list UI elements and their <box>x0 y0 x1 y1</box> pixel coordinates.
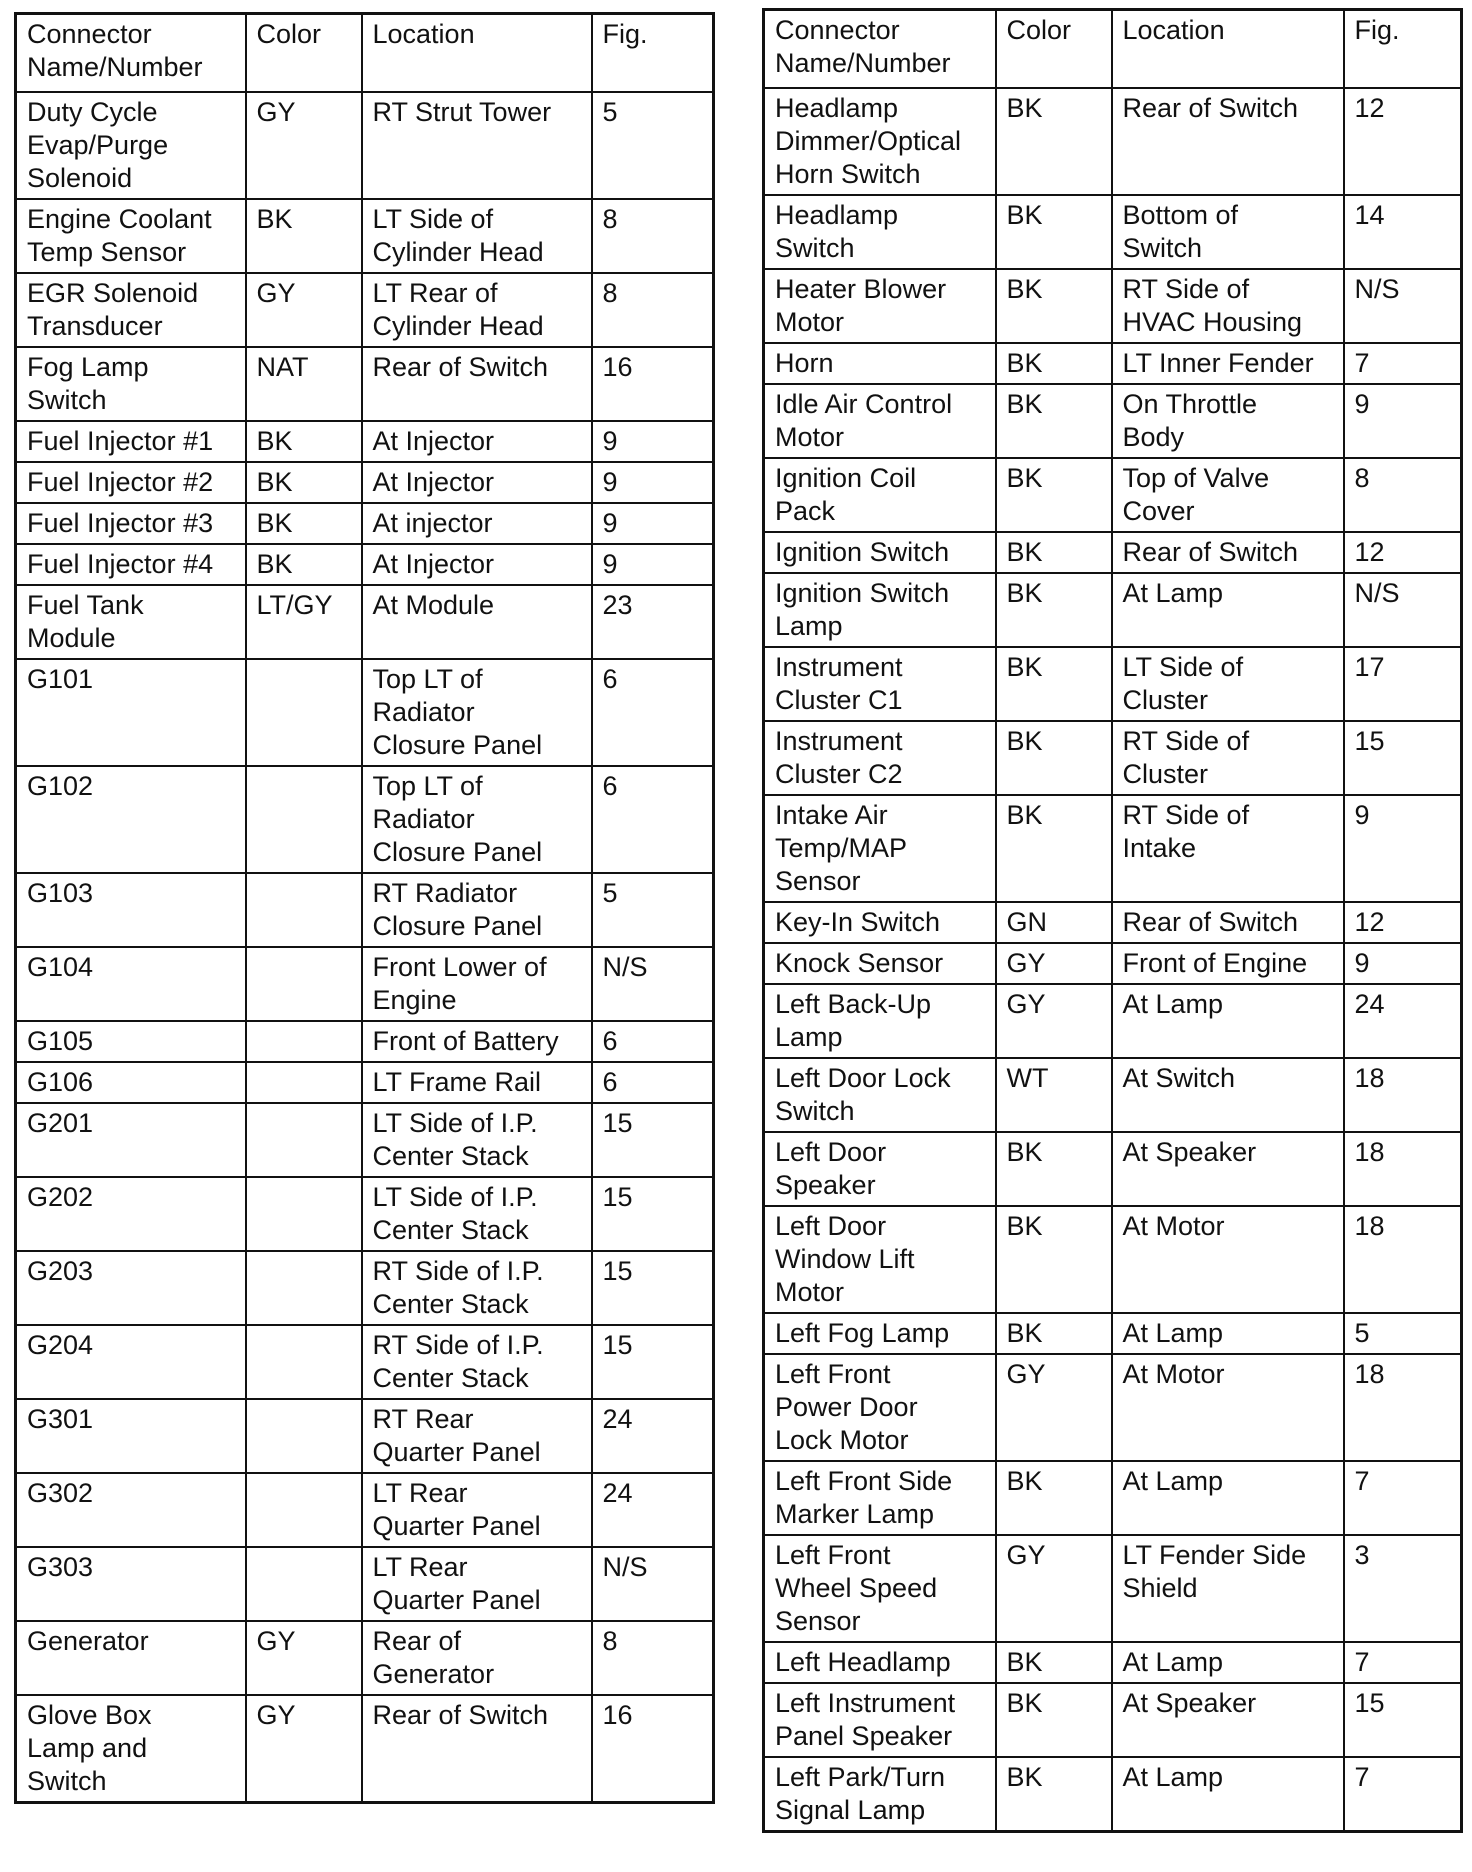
table-row <box>764 795 1462 902</box>
table-row <box>16 421 714 462</box>
color-cell: BK <box>996 795 1112 902</box>
fig-cell: 7 <box>1344 1642 1462 1683</box>
color-cell <box>246 1062 362 1103</box>
table-row <box>764 1313 1462 1354</box>
connector-name-cell: Fuel Injector #4 <box>16 544 246 585</box>
header-name: Connector Name/Number <box>16 14 246 92</box>
location-cell: Rear of Switch <box>362 347 592 421</box>
connector-name-cell: Left Instrument Panel Speaker <box>764 1683 996 1757</box>
connector-name-cell: Glove Box Lamp and Switch <box>16 1695 246 1803</box>
fig-cell: 9 <box>592 462 714 503</box>
table-row <box>16 947 714 1021</box>
fig-cell: 9 <box>1344 943 1462 984</box>
fig-cell: 9 <box>1344 384 1462 458</box>
color-cell <box>246 1325 362 1399</box>
fig-cell: 23 <box>592 585 714 659</box>
connector-name-cell: Engine Coolant Temp Sensor <box>16 199 246 273</box>
connector-name-cell: Left Park/Turn Signal Lamp <box>764 1757 996 1832</box>
fig-cell: 7 <box>1344 1461 1462 1535</box>
color-cell: BK <box>246 462 362 503</box>
color-cell: WT <box>996 1058 1112 1132</box>
location-cell: At Motor <box>1112 1206 1344 1313</box>
left-connector-table <box>14 12 715 1804</box>
fig-cell: 9 <box>592 421 714 462</box>
connector-name-cell: Intake Air Temp/MAP Sensor <box>764 795 996 902</box>
fig-cell: 5 <box>1344 1313 1462 1354</box>
table-header-row <box>764 10 1462 88</box>
location-cell: LT Rear Quarter Panel <box>362 1473 592 1547</box>
connector-name-cell: Left Door Window Lift Motor <box>764 1206 996 1313</box>
fig-cell: 18 <box>1344 1058 1462 1132</box>
table-row <box>764 721 1462 795</box>
table-row <box>764 984 1462 1058</box>
table-row <box>16 462 714 503</box>
fig-cell: 8 <box>592 273 714 347</box>
location-cell: At injector <box>362 503 592 544</box>
connector-name-cell: Key-In Switch <box>764 902 996 943</box>
color-cell: BK <box>996 1132 1112 1206</box>
location-cell: At Lamp <box>1112 1461 1344 1535</box>
location-cell: At Lamp <box>1112 1757 1344 1832</box>
right-connector-table <box>762 8 1463 1833</box>
color-cell: GY <box>996 943 1112 984</box>
color-cell: GN <box>996 902 1112 943</box>
color-cell: BK <box>996 1206 1112 1313</box>
connector-name-cell: G202 <box>16 1177 246 1251</box>
table-row <box>764 647 1462 721</box>
connector-name-cell: G302 <box>16 1473 246 1547</box>
connector-name-cell: Headlamp Switch <box>764 195 996 269</box>
fig-cell: 24 <box>592 1399 714 1473</box>
connector-name-cell: Left Door Speaker <box>764 1132 996 1206</box>
fig-cell: 24 <box>1344 984 1462 1058</box>
location-cell: At Motor <box>1112 1354 1344 1461</box>
connector-name-cell: Fuel Injector #1 <box>16 421 246 462</box>
connector-name-cell: Ignition Coil Pack <box>764 458 996 532</box>
location-cell: On Throttle Body <box>1112 384 1344 458</box>
color-cell: NAT <box>246 347 362 421</box>
color-cell: GY <box>246 1621 362 1695</box>
color-cell <box>246 1251 362 1325</box>
connector-name-cell: Fog Lamp Switch <box>16 347 246 421</box>
connector-name-cell: Knock Sensor <box>764 943 996 984</box>
fig-cell: 6 <box>592 659 714 766</box>
table-row <box>16 1325 714 1399</box>
header-color: Color <box>246 14 362 92</box>
location-cell: Rear of Generator <box>362 1621 592 1695</box>
fig-cell: 15 <box>1344 1683 1462 1757</box>
color-cell: GY <box>996 984 1112 1058</box>
location-cell: At Injector <box>362 544 592 585</box>
color-cell: BK <box>996 721 1112 795</box>
left-table-body <box>16 92 714 1803</box>
color-cell: BK <box>996 532 1112 573</box>
table-row <box>16 585 714 659</box>
table-row <box>16 1695 714 1803</box>
location-cell: At Lamp <box>1112 1642 1344 1683</box>
fig-cell: 15 <box>1344 721 1462 795</box>
color-cell: BK <box>996 647 1112 721</box>
color-cell: BK <box>246 503 362 544</box>
location-cell: LT Side of I.P. Center Stack <box>362 1103 592 1177</box>
color-cell <box>246 1021 362 1062</box>
color-cell: BK <box>996 1757 1112 1832</box>
connector-name-cell: Left Front Wheel Speed Sensor <box>764 1535 996 1642</box>
fig-cell: 16 <box>592 347 714 421</box>
table-row <box>16 1103 714 1177</box>
color-cell: BK <box>996 458 1112 532</box>
connector-name-cell: Left Headlamp <box>764 1642 996 1683</box>
color-cell: BK <box>996 1642 1112 1683</box>
fig-cell: 17 <box>1344 647 1462 721</box>
fig-cell: 12 <box>1344 88 1462 195</box>
color-cell: BK <box>246 199 362 273</box>
color-cell: GY <box>246 92 362 199</box>
color-cell <box>246 1103 362 1177</box>
table-row <box>16 1399 714 1473</box>
fig-cell: 24 <box>592 1473 714 1547</box>
location-cell: LT Fender Side Shield <box>1112 1535 1344 1642</box>
connector-name-cell: G303 <box>16 1547 246 1621</box>
color-cell <box>246 1177 362 1251</box>
connector-name-cell: Heater Blower Motor <box>764 269 996 343</box>
fig-cell: 7 <box>1344 343 1462 384</box>
location-cell: Rear of Switch <box>1112 88 1344 195</box>
connector-name-cell: Idle Air Control Motor <box>764 384 996 458</box>
connector-name-cell: Left Door Lock Switch <box>764 1058 996 1132</box>
fig-cell: 5 <box>592 92 714 199</box>
connector-name-cell: Instrument Cluster C1 <box>764 647 996 721</box>
table-row <box>764 1642 1462 1683</box>
color-cell <box>246 1399 362 1473</box>
table-row <box>16 92 714 199</box>
table-row <box>764 573 1462 647</box>
table-row <box>764 1683 1462 1757</box>
color-cell <box>246 873 362 947</box>
connector-name-cell: Left Front Power Door Lock Motor <box>764 1354 996 1461</box>
connector-name-cell: G203 <box>16 1251 246 1325</box>
table-row <box>764 269 1462 343</box>
fig-cell: 6 <box>592 1062 714 1103</box>
connector-name-cell: G101 <box>16 659 246 766</box>
color-cell: BK <box>996 1461 1112 1535</box>
connector-name-cell: Instrument Cluster C2 <box>764 721 996 795</box>
fig-cell: 12 <box>1344 532 1462 573</box>
fig-cell: 15 <box>592 1325 714 1399</box>
fig-cell: 18 <box>1344 1206 1462 1313</box>
connector-name-cell: G201 <box>16 1103 246 1177</box>
connector-name-cell: Ignition Switch <box>764 532 996 573</box>
fig-cell: N/S <box>1344 269 1462 343</box>
color-cell: GY <box>996 1535 1112 1642</box>
location-cell: Front of Engine <box>1112 943 1344 984</box>
table-row <box>16 503 714 544</box>
table-row <box>764 902 1462 943</box>
table-row <box>764 343 1462 384</box>
color-cell: BK <box>996 1313 1112 1354</box>
color-cell: BK <box>996 269 1112 343</box>
table-row <box>764 88 1462 195</box>
header-fig: Fig. <box>592 14 714 92</box>
fig-cell: 9 <box>1344 795 1462 902</box>
table-row <box>764 384 1462 458</box>
connector-name-cell: Horn <box>764 343 996 384</box>
connector-name-cell: G106 <box>16 1062 246 1103</box>
table-row <box>764 1461 1462 1535</box>
table-row <box>764 1132 1462 1206</box>
location-cell: At Switch <box>1112 1058 1344 1132</box>
color-cell: BK <box>996 343 1112 384</box>
header-fig: Fig. <box>1344 10 1462 88</box>
color-cell: BK <box>246 544 362 585</box>
color-cell: BK <box>996 384 1112 458</box>
location-cell: RT Side of HVAC Housing <box>1112 269 1344 343</box>
table-row <box>16 1251 714 1325</box>
color-cell: GY <box>246 1695 362 1803</box>
location-cell: At Lamp <box>1112 573 1344 647</box>
fig-cell: 14 <box>1344 195 1462 269</box>
connector-name-cell: Left Fog Lamp <box>764 1313 996 1354</box>
table-row <box>16 199 714 273</box>
location-cell: LT Frame Rail <box>362 1062 592 1103</box>
table-row <box>16 1547 714 1621</box>
table-row <box>764 532 1462 573</box>
location-cell: RT Strut Tower <box>362 92 592 199</box>
header-location: Location <box>1112 10 1344 88</box>
table-row <box>764 1206 1462 1313</box>
table-row <box>16 1177 714 1251</box>
fig-cell: 8 <box>1344 458 1462 532</box>
fig-cell: 6 <box>592 766 714 873</box>
location-cell: Front Lower of Engine <box>362 947 592 1021</box>
connector-name-cell: G204 <box>16 1325 246 1399</box>
connector-name-cell: G103 <box>16 873 246 947</box>
location-cell: At Speaker <box>1112 1132 1344 1206</box>
table-row <box>16 659 714 766</box>
color-cell <box>246 1473 362 1547</box>
location-cell: Rear of Switch <box>362 1695 592 1803</box>
location-cell: LT Rear Quarter Panel <box>362 1547 592 1621</box>
location-cell: At Module <box>362 585 592 659</box>
location-cell: LT Side of I.P. Center Stack <box>362 1177 592 1251</box>
connector-name-cell: G102 <box>16 766 246 873</box>
connector-name-cell: Left Back-Up Lamp <box>764 984 996 1058</box>
color-cell: LT/GY <box>246 585 362 659</box>
color-cell <box>246 659 362 766</box>
location-cell: RT Side of I.P. Center Stack <box>362 1251 592 1325</box>
color-cell: BK <box>996 195 1112 269</box>
fig-cell: 7 <box>1344 1757 1462 1832</box>
fig-cell: 15 <box>592 1177 714 1251</box>
fig-cell: 12 <box>1344 902 1462 943</box>
color-cell: BK <box>996 573 1112 647</box>
color-cell: BK <box>996 1683 1112 1757</box>
right-table-body <box>764 88 1462 1832</box>
connector-name-cell: Fuel Injector #3 <box>16 503 246 544</box>
table-row <box>16 1062 714 1103</box>
table-row <box>16 1021 714 1062</box>
fig-cell: 9 <box>592 544 714 585</box>
table-row <box>764 458 1462 532</box>
location-cell: At Injector <box>362 462 592 503</box>
table-row <box>16 873 714 947</box>
table-row <box>16 273 714 347</box>
connector-name-cell: G301 <box>16 1399 246 1473</box>
fig-cell: N/S <box>1344 573 1462 647</box>
connector-name-cell: G104 <box>16 947 246 1021</box>
connector-name-cell: Generator <box>16 1621 246 1695</box>
fig-cell: 3 <box>1344 1535 1462 1642</box>
color-cell <box>246 947 362 1021</box>
connector-name-cell: Left Front Side Marker Lamp <box>764 1461 996 1535</box>
location-cell: Rear of Switch <box>1112 532 1344 573</box>
location-cell: Top LT of Radiator Closure Panel <box>362 659 592 766</box>
location-cell: At Speaker <box>1112 1683 1344 1757</box>
header-name: Connector Name/Number <box>764 10 996 88</box>
table-row <box>764 1354 1462 1461</box>
header-color: Color <box>996 10 1112 88</box>
fig-cell: 8 <box>592 1621 714 1695</box>
fig-cell: 8 <box>592 199 714 273</box>
location-cell: RT Side of Cluster <box>1112 721 1344 795</box>
location-cell: RT Side of I.P. Center Stack <box>362 1325 592 1399</box>
table-row <box>16 1621 714 1695</box>
connector-name-cell: Fuel Tank Module <box>16 585 246 659</box>
fig-cell: 18 <box>1344 1132 1462 1206</box>
fig-cell: N/S <box>592 947 714 1021</box>
location-cell: Front of Battery <box>362 1021 592 1062</box>
color-cell: BK <box>996 88 1112 195</box>
location-cell: RT Rear Quarter Panel <box>362 1399 592 1473</box>
fig-cell: 9 <box>592 503 714 544</box>
connector-name-cell: Fuel Injector #2 <box>16 462 246 503</box>
color-cell: GY <box>996 1354 1112 1461</box>
table-row <box>16 544 714 585</box>
fig-cell: N/S <box>592 1547 714 1621</box>
location-cell: At Injector <box>362 421 592 462</box>
connector-name-cell: EGR Solenoid Transducer <box>16 273 246 347</box>
connector-name-cell: Ignition Switch Lamp <box>764 573 996 647</box>
color-cell: GY <box>246 273 362 347</box>
table-row <box>764 1757 1462 1832</box>
table-row <box>16 347 714 421</box>
color-cell <box>246 1547 362 1621</box>
location-cell: At Lamp <box>1112 984 1344 1058</box>
location-cell: LT Side of Cylinder Head <box>362 199 592 273</box>
fig-cell: 16 <box>592 1695 714 1803</box>
table-row <box>764 943 1462 984</box>
fig-cell: 15 <box>592 1103 714 1177</box>
location-cell: RT Radiator Closure Panel <box>362 873 592 947</box>
table-row <box>764 1535 1462 1642</box>
fig-cell: 5 <box>592 873 714 947</box>
fig-cell: 15 <box>592 1251 714 1325</box>
connector-name-cell: G105 <box>16 1021 246 1062</box>
fig-cell: 18 <box>1344 1354 1462 1461</box>
fig-cell: 6 <box>592 1021 714 1062</box>
location-cell: At Lamp <box>1112 1313 1344 1354</box>
header-location: Location <box>362 14 592 92</box>
table-header-row <box>16 14 714 92</box>
location-cell: LT Rear of Cylinder Head <box>362 273 592 347</box>
location-cell: Bottom of Switch <box>1112 195 1344 269</box>
connector-name-cell: Duty Cycle Evap/Purge Solenoid <box>16 92 246 199</box>
table-row <box>16 1473 714 1547</box>
table-row <box>16 766 714 873</box>
location-cell: LT Inner Fender <box>1112 343 1344 384</box>
location-cell: Top LT of Radiator Closure Panel <box>362 766 592 873</box>
table-row <box>764 1058 1462 1132</box>
color-cell <box>246 766 362 873</box>
location-cell: Top of Valve Cover <box>1112 458 1344 532</box>
table-row <box>764 195 1462 269</box>
color-cell: BK <box>246 421 362 462</box>
location-cell: RT Side of Intake <box>1112 795 1344 902</box>
connector-name-cell: Headlamp Dimmer/Optical Horn Switch <box>764 88 996 195</box>
location-cell: LT Side of Cluster <box>1112 647 1344 721</box>
location-cell: Rear of Switch <box>1112 902 1344 943</box>
